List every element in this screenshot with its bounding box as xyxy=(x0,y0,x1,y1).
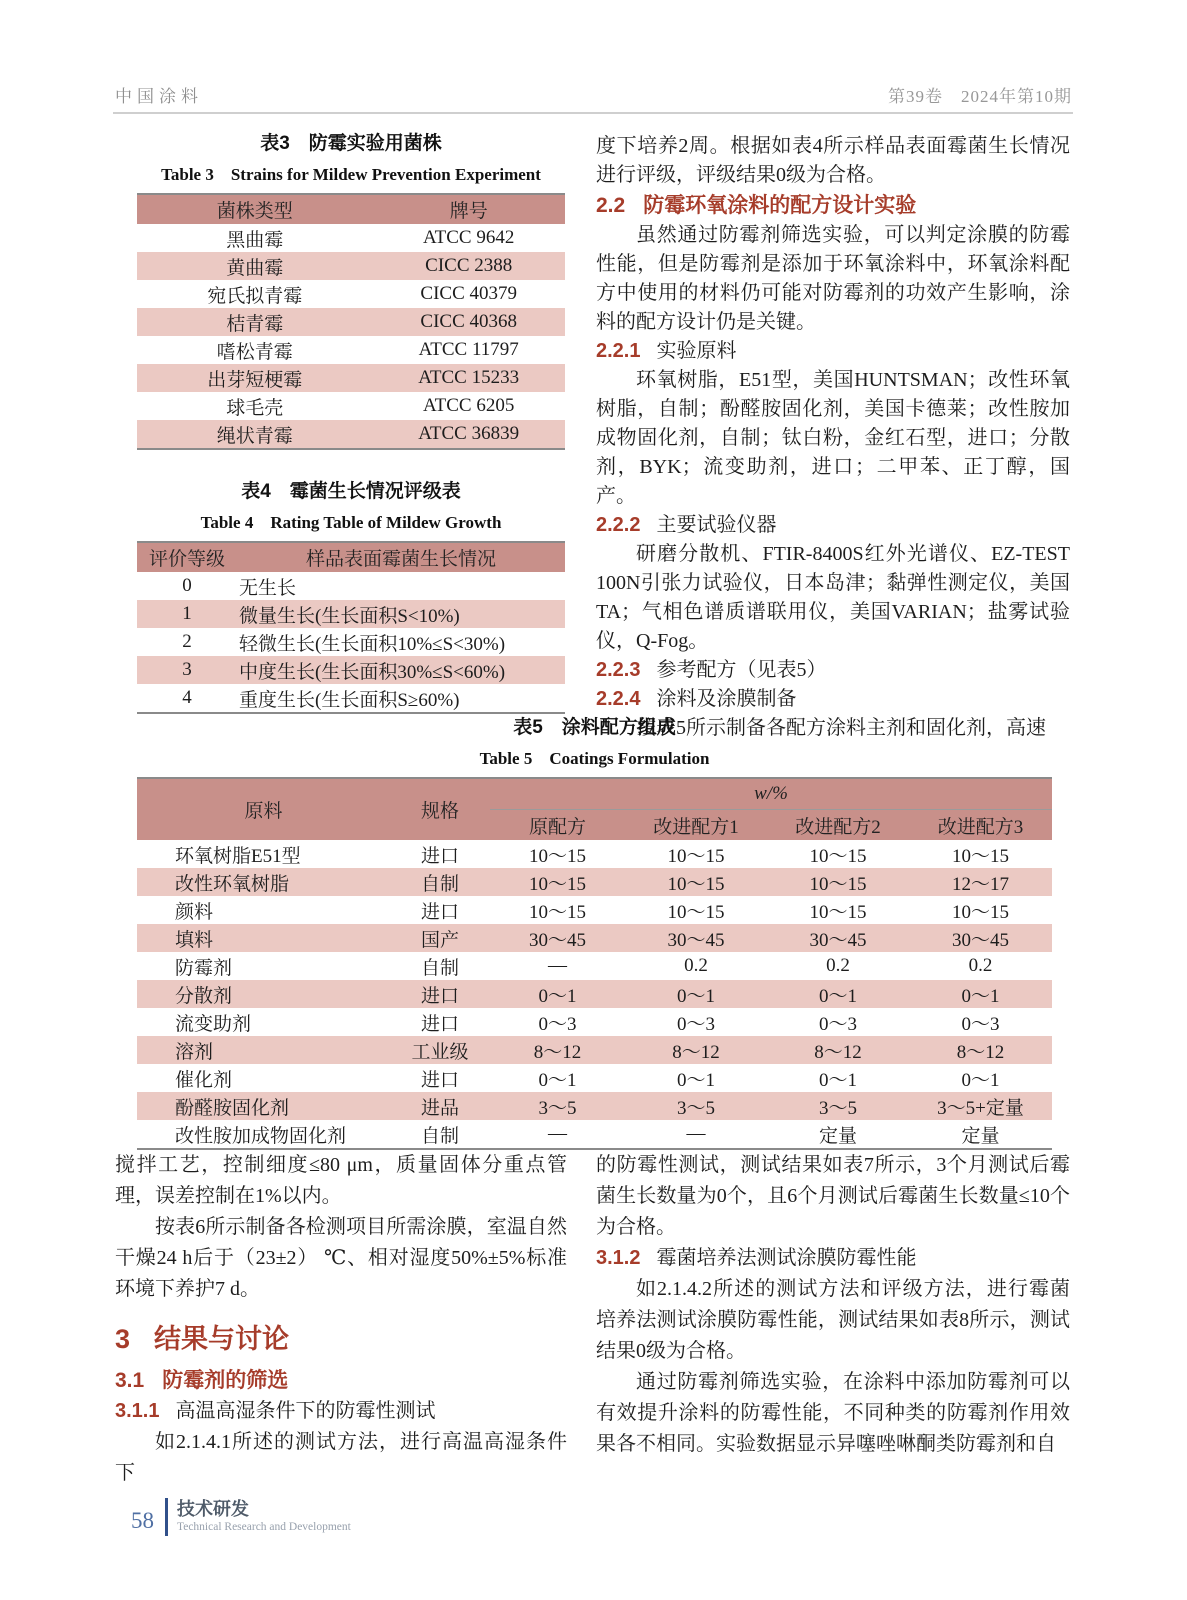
formula-value: 0～3 xyxy=(961,1013,1000,1035)
grade-value: 0 xyxy=(182,575,192,596)
strain-name: 嗜松青霉 xyxy=(216,341,293,363)
table-3 xyxy=(137,193,565,450)
section-number: 2.2.3 xyxy=(596,659,641,681)
page-footer xyxy=(131,1498,351,1536)
table-row xyxy=(137,896,1052,924)
paragraph: 通过防霉剂筛选实验，在涂料中添加防霉剂可以有效提升涂料的防霉性能，不同种类的防霉剂作用效果各不相同。实验数据显示异噻唑啉酮类防霉剂和自 xyxy=(596,1371,1070,1455)
table-row xyxy=(137,364,565,392)
formula-value: 0.2 xyxy=(684,955,708,976)
table-5-title-en: Table 5 Coatings Formulation xyxy=(479,749,710,768)
table-row xyxy=(137,308,565,336)
formula-value: — xyxy=(686,1123,706,1144)
section-title: 主要试验仪器 xyxy=(656,514,777,536)
material-name: 环氧树脂E51型 xyxy=(175,845,301,867)
table-row xyxy=(137,252,565,280)
formula-value: 10～15 xyxy=(667,901,725,923)
table-row xyxy=(137,600,565,628)
table-5-col-improved-3: 改进配方3 xyxy=(909,810,1052,841)
section-number: 3.1.1 xyxy=(115,1400,160,1422)
strain-code: ATCC 11797 xyxy=(418,339,519,360)
formula-value: 8～12 xyxy=(533,1041,582,1063)
paragraph: 虽然通过防霉剂筛选实验，可以判定涂膜的防霉性能，但是防霉剂是添加于环氧涂料中，环氧涂料配方中使用的材料仍可能对防霉剂的功效产生影响，涂料的配方设计仍是关键。 xyxy=(596,224,1070,333)
table-4-title-en: Table 4 Rating Table of Mildew Growth xyxy=(200,513,502,532)
section-number: 2.2.2 xyxy=(596,514,641,536)
formula-value: 0～1 xyxy=(961,1069,1000,1091)
spec-value: 进品 xyxy=(420,1097,459,1119)
formula-value: 0～3 xyxy=(818,1013,857,1035)
strain-code: ATCC 6205 xyxy=(423,395,515,416)
formula-value: 0～1 xyxy=(818,985,857,1007)
table-3-header-row xyxy=(137,194,565,224)
left-column-bottom xyxy=(115,1150,567,1489)
material-name: 改性环氧树脂 xyxy=(175,873,290,895)
strain-name: 宛氏拟青霉 xyxy=(207,285,303,307)
table-5-title-zh: 表5 涂料配方组成 xyxy=(513,717,676,738)
grade-value: 1 xyxy=(182,603,192,624)
paragraph: 按表6所示制备各检测项目所需涂膜，室温自然干燥24 h后于（23±2） ℃、相对湿度50%±5%标准环境下养护7 d。 xyxy=(115,1216,567,1300)
formula-value: 0.2 xyxy=(968,955,993,976)
footer-divider-bar xyxy=(165,1498,168,1536)
material-name: 分散剂 xyxy=(175,985,233,1007)
table-row xyxy=(137,952,1052,980)
strain-code: ATCC 15233 xyxy=(418,367,520,388)
paragraph: 搅拌工艺，控制细度≤80 μm，质量固体分重点管理，误差控制在1%以内。 xyxy=(115,1154,567,1207)
section-number: 2.2.4 xyxy=(596,688,641,710)
strain-name: 绳状青霉 xyxy=(216,425,293,447)
formula-value: 0～1 xyxy=(818,1069,857,1091)
strain-code: ATCC 36839 xyxy=(418,423,520,444)
formula-value: — xyxy=(548,955,567,976)
journal-name: 中国涂料 xyxy=(115,87,203,106)
table-row xyxy=(137,420,565,449)
section-2-2-4-heading xyxy=(596,685,1070,714)
strain-code: ATCC 9642 xyxy=(423,227,515,248)
material-name: 防霉剂 xyxy=(175,957,233,979)
formula-value: 10～15 xyxy=(528,873,586,895)
spec-value: 进口 xyxy=(420,1013,459,1035)
grade-value: 4 xyxy=(182,687,192,708)
formula-value: 12～17 xyxy=(952,873,1010,895)
formula-value: 定量 xyxy=(818,1125,857,1147)
material-name: 流变助剂 xyxy=(175,1013,252,1035)
page-header xyxy=(115,82,1072,107)
formula-value: 30～45 xyxy=(528,929,586,951)
formula-value: 0～1 xyxy=(676,1069,715,1091)
formula-value: 3～5 xyxy=(818,1097,857,1119)
section-number: 2.2 xyxy=(596,194,626,217)
table-4-title-zh: 表4 霉菌生长情况评级表 xyxy=(241,481,461,502)
material-name: 填料 xyxy=(175,929,214,951)
section-title: 参考配方（见表5） xyxy=(656,659,827,681)
footer-section-zh: 技术研发 xyxy=(177,1499,249,1519)
growth-desc: 重度生长(生长面积S≥60%) xyxy=(239,689,460,711)
table-5-block xyxy=(137,712,1052,1150)
material-name: 溶剂 xyxy=(175,1041,214,1063)
section-title: 实验原料 xyxy=(656,340,737,362)
paragraph: 如2.1.4.1所述的测试方法，进行高温高湿条件下 xyxy=(115,1431,567,1484)
table-row xyxy=(137,868,1052,896)
strain-name: 桔青霉 xyxy=(226,313,284,335)
table-row xyxy=(137,336,565,364)
formula-value: 10～15 xyxy=(952,845,1010,867)
section-2-2-1-heading xyxy=(596,337,1070,366)
spec-value: 自制 xyxy=(420,1125,459,1147)
material-name: 酚醛胺固化剂 xyxy=(175,1097,290,1119)
table-5-header-row xyxy=(137,778,1052,810)
formula-value: 10～15 xyxy=(952,901,1010,923)
formula-value: 8～12 xyxy=(672,1041,720,1063)
formula-value: 8～12 xyxy=(814,1041,862,1063)
formula-value: 10～15 xyxy=(528,901,586,923)
material-name: 催化剂 xyxy=(175,1069,233,1091)
issue-info: 第39卷 2024年第10期 xyxy=(888,87,1072,106)
table-row xyxy=(137,684,565,713)
table-4-block xyxy=(137,476,565,714)
section-number: 3.1.2 xyxy=(596,1247,641,1269)
formula-value: — xyxy=(548,1123,567,1144)
table-5-col-original: 原配方 xyxy=(490,810,625,841)
left-column-top xyxy=(115,128,567,714)
formula-value: 10～15 xyxy=(528,845,586,867)
section-3-heading xyxy=(115,1319,567,1359)
paragraph: 研磨分散机、FTIR-8400S红外光谱仪、EZ-TEST 100N引张力试验仪，日本岛津；黏弹性测定仪，美国TA；气相色谱质谱联用仪，美国VARIAN；盐雾试验仪，Q-Fog。 xyxy=(596,543,1070,652)
footer-section xyxy=(177,1499,351,1535)
grade-value: 2 xyxy=(182,631,192,652)
strain-name: 黄曲霉 xyxy=(226,257,284,279)
right-column-top xyxy=(596,132,1070,743)
spec-value: 国产 xyxy=(420,929,459,951)
table-5-col-improved-2: 改进配方2 xyxy=(767,810,909,841)
header-rule xyxy=(113,112,1073,114)
table-5 xyxy=(137,777,1052,1150)
table-4-col-growth: 样品表面霉菌生长情况 xyxy=(237,542,565,572)
paragraph: 如2.1.4.2所述的测试方法和评级方法，进行霉菌培养法测试涂膜防霉性能，测试结果如表8所示，测试结果0级为合格。 xyxy=(596,1278,1070,1362)
table-5-col-group xyxy=(490,778,1052,810)
section-number: 3 xyxy=(115,1324,131,1354)
table-row xyxy=(137,840,1052,868)
table-5-col-improved-1: 改进配方1 xyxy=(625,810,767,841)
table-row xyxy=(137,1092,1052,1120)
material-name: 改性胺加成物固化剂 xyxy=(175,1125,347,1147)
w-percent-label: w/% xyxy=(754,783,788,804)
table-row xyxy=(137,1064,1052,1092)
footer-section-en: Technical Research and Development xyxy=(177,1521,351,1533)
table-row xyxy=(137,924,1052,952)
formula-value: 10～15 xyxy=(809,873,867,895)
table-5-col-spec: 规格 xyxy=(390,778,490,840)
table-row xyxy=(137,392,565,420)
section-2-2-3-heading xyxy=(596,656,1070,685)
section-title: 涂料及涂膜制备 xyxy=(656,688,797,710)
formula-value: 30～45 xyxy=(667,929,725,951)
paragraph: 按表5所示制备各配方涂料主剂和固化剂，高速 xyxy=(636,717,1046,739)
formula-value: 0～3 xyxy=(676,1013,715,1035)
table-row xyxy=(137,224,565,252)
formula-value: 定量 xyxy=(961,1125,1000,1147)
spec-value: 进口 xyxy=(420,845,459,867)
section-3-1-2-heading xyxy=(596,1243,1070,1274)
strain-name: 球毛壳 xyxy=(226,397,284,419)
section-title: 霉菌培养法测试涂膜防霉性能 xyxy=(656,1247,917,1269)
spec-value: 自制 xyxy=(420,957,459,979)
grade-value: 3 xyxy=(182,659,192,680)
formula-value: 0～3 xyxy=(538,1013,577,1035)
section-number: 3.1 xyxy=(115,1369,145,1392)
formula-value: 30～45 xyxy=(952,929,1010,951)
strain-name: 出芽短梗霉 xyxy=(207,369,303,391)
spec-value: 工业级 xyxy=(411,1041,469,1063)
formula-value: 30～45 xyxy=(809,929,867,951)
table-row xyxy=(137,656,565,684)
formula-value: 0～1 xyxy=(538,985,577,1007)
section-number: 2.2.1 xyxy=(596,340,641,362)
section-title: 防霉剂的筛选 xyxy=(162,1369,289,1392)
growth-desc: 中度生长(生长面积30%≤S<60%) xyxy=(239,661,506,683)
table-3-title-en: Table 3 Strains for Mildew Prevention Experiment xyxy=(161,165,541,184)
growth-desc: 轻微生长(生长面积10%≤S<30%) xyxy=(239,633,506,655)
formula-value: 10～15 xyxy=(809,901,867,923)
formula-value: 0～1 xyxy=(961,985,1000,1007)
paragraph: 的防霉性测试，测试结果如表7所示，3个月测试后霉菌生长数量为0个，且6个月测试后霉菌生长数量≤10个为合格。 xyxy=(596,1154,1070,1238)
strain-name: 黑曲霉 xyxy=(226,229,284,251)
table-row xyxy=(137,1120,1052,1149)
page-number: 58 xyxy=(131,1508,154,1533)
strain-code: CICC 40379 xyxy=(420,283,517,304)
strain-code: CICC 2388 xyxy=(425,255,513,276)
table-row xyxy=(137,572,565,600)
table-3-block xyxy=(137,128,565,450)
formula-value: 10～15 xyxy=(809,845,867,867)
spec-value: 进口 xyxy=(420,985,459,1007)
spec-value: 进口 xyxy=(420,901,459,923)
formula-value: 0.2 xyxy=(826,955,850,976)
formula-value: 10～15 xyxy=(667,845,725,867)
section-title: 结果与讨论 xyxy=(154,1324,290,1354)
table-row xyxy=(137,628,565,656)
table-row xyxy=(137,1008,1052,1036)
growth-desc: 微量生长(生长面积S<10%) xyxy=(239,605,460,627)
right-column-bottom xyxy=(596,1150,1070,1460)
strain-code: CICC 40368 xyxy=(420,311,517,332)
table-row xyxy=(137,1036,1052,1064)
table-5-col-material: 原料 xyxy=(137,778,390,840)
formula-value: 10～15 xyxy=(667,873,725,895)
table-4 xyxy=(137,541,565,714)
section-2-2-2-heading xyxy=(596,511,1070,540)
table-row xyxy=(137,980,1052,1008)
section-2-2-heading xyxy=(596,190,1070,221)
material-name: 颜料 xyxy=(175,901,214,923)
table-3-col-brand: 牌号 xyxy=(372,194,565,224)
spec-value: 自制 xyxy=(420,873,459,895)
growth-desc: 无生长 xyxy=(239,577,297,599)
table-row xyxy=(137,280,565,308)
formula-value: 0～1 xyxy=(676,985,715,1007)
table-3-col-strain: 菌株类型 xyxy=(137,194,372,224)
table-3-title-zh: 表3 防霉实验用菌株 xyxy=(260,133,442,154)
formula-value: 0～1 xyxy=(538,1069,577,1091)
table-4-col-grade: 评价等级 xyxy=(137,542,237,572)
section-title: 防霉环氧涂料的配方设计实验 xyxy=(643,194,917,217)
section-title: 高温高湿条件下的防霉性测试 xyxy=(175,1400,436,1422)
section-3-1-1-heading xyxy=(115,1396,567,1427)
formula-value: 3～5 xyxy=(538,1097,577,1119)
formula-value: 8～12 xyxy=(956,1041,1005,1063)
formula-value: 3～5 xyxy=(676,1097,715,1119)
table-4-header-row xyxy=(137,542,565,572)
formula-value: 3～5+定量 xyxy=(937,1097,1024,1119)
paragraph: 度下培养2周。根据如表4所示样品表面霉菌生长情况进行评级，评级结果0级为合格。 xyxy=(596,135,1070,186)
spec-value: 进口 xyxy=(420,1069,459,1091)
paragraph: 环氧树脂，E51型，美国HUNTSMAN；改性环氧树脂，自制；酚醛胺固化剂，美国卡德莱；改性胺加成物固化剂，自制；钛白粉，金红石型，进口；分散剂，BYK；流变助剂，进口；二甲苯、正丁醇，国产。 xyxy=(596,369,1070,507)
section-3-1-heading xyxy=(115,1365,567,1396)
